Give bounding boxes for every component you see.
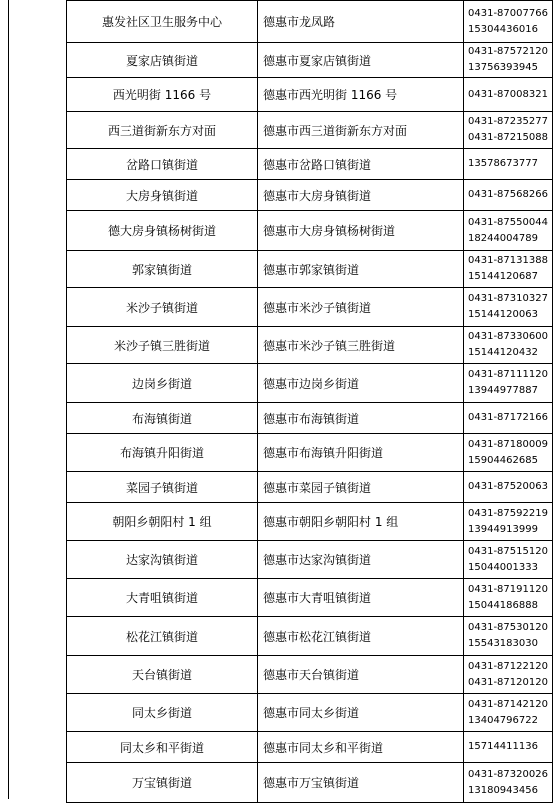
phone-number: 15144120063 <box>468 309 538 320</box>
table-row <box>67 617 553 656</box>
phone-number: 0431-87550044 <box>468 216 548 228</box>
phone-number: 0431-87131388 <box>468 255 548 266</box>
table-row <box>67 656 553 694</box>
phone-number: 15144120687 <box>468 271 538 282</box>
phone-number: 18244004789 <box>468 232 538 244</box>
clinic-address-cell: 德惠市同太乡和平街道 <box>258 732 464 763</box>
phone-number: 0431-87235277 <box>468 116 548 127</box>
clinic-name-cell: 大青咀镇街道 <box>67 579 258 617</box>
clinic-phone-cell <box>464 1 553 43</box>
clinic-address-cell: 德惠市大房身镇杨树街道 <box>258 211 464 251</box>
clinic-phone-cell <box>464 251 553 288</box>
table-row <box>67 43 553 78</box>
table-row <box>67 403 553 434</box>
table-row <box>67 211 553 251</box>
clinic-address-cell: 德惠市松花江镇街道 <box>258 617 464 656</box>
clinic-address-cell: 德惠市西三道街新东方对面 <box>258 112 464 149</box>
phone-number: 13944977887 <box>468 385 538 396</box>
clinic-name-cell: 大房身镇街道 <box>67 180 258 211</box>
left-border-line <box>8 0 9 799</box>
table-row <box>67 180 553 211</box>
phone-number: 15044001333 <box>468 561 538 573</box>
clinic-address-cell: 德惠市米沙子镇三胜街道 <box>258 327 464 364</box>
phone-number: 0431-87007766 <box>468 7 548 19</box>
clinic-address-cell: 德惠市同太乡街道 <box>258 694 464 732</box>
table-row <box>67 112 553 149</box>
table-row <box>67 763 553 803</box>
clinic-name-cell: 西光明街 1166 号 <box>67 78 258 112</box>
phone-number: 0431-87142120 <box>468 698 548 710</box>
clinic-phone-cell <box>464 617 553 656</box>
clinic-address-cell: 德惠市布海镇升阳街道 <box>258 434 464 472</box>
clinic-address-cell: 德惠市天台镇街道 <box>258 656 464 694</box>
clinic-address-cell: 德惠市夏家店镇街道 <box>258 43 464 78</box>
phone-number: 0431-87520063 <box>468 481 548 492</box>
table-row <box>67 251 553 288</box>
clinic-phone-cell <box>464 364 553 403</box>
clinic-phone-cell <box>464 403 553 434</box>
clinic-name-cell: 松花江镇街道 <box>67 617 258 656</box>
clinic-phone-cell <box>464 211 553 251</box>
clinic-name-cell: 郭家镇街道 <box>67 251 258 288</box>
clinic-name-cell: 菜园子镇街道 <box>67 472 258 503</box>
clinic-name-cell: 布海镇升阳街道 <box>67 434 258 472</box>
phone-number: 0431-87122120 <box>468 660 548 672</box>
clinic-address-cell: 德惠市布海镇街道 <box>258 403 464 434</box>
clinic-name-cell: 朝阳乡朝阳村 1 组 <box>67 503 258 541</box>
clinic-name-cell: 边岗乡街道 <box>67 364 258 403</box>
clinic-phone-cell <box>464 656 553 694</box>
phone-number: 15044186888 <box>468 599 538 611</box>
phone-number: 0431-87172166 <box>468 412 548 423</box>
clinic-name-cell: 惠发社区卫生服务中心 <box>67 1 258 43</box>
table-row <box>67 694 553 732</box>
clinic-address-cell: 德惠市米沙子镇街道 <box>258 288 464 327</box>
clinic-phone-cell <box>464 112 553 149</box>
clinic-address-cell: 德惠市万宝镇街道 <box>258 763 464 803</box>
phone-number: 0431-87008321 <box>468 88 548 100</box>
phone-number: 15304436016 <box>468 23 538 35</box>
clinic-address-cell: 德惠市达家沟镇街道 <box>258 541 464 579</box>
phone-number: 0431-87530120 <box>468 622 548 633</box>
phone-number: 13404796722 <box>468 714 538 726</box>
phone-number: 0431-87191120 <box>468 583 548 595</box>
clinic-phone-cell <box>464 78 553 112</box>
clinic-phone-cell <box>464 763 553 803</box>
table-row <box>67 149 553 180</box>
clinic-phone-cell <box>464 472 553 503</box>
clinic-address-cell: 德惠市菜园子镇街道 <box>258 472 464 503</box>
clinic-address-cell: 德惠市西光明街 1166 号 <box>258 78 464 112</box>
table-row <box>67 472 553 503</box>
clinic-name-cell: 德大房身镇杨树街道 <box>67 211 258 251</box>
clinic-table <box>66 0 553 803</box>
table-row <box>67 327 553 364</box>
phone-number: 13944913999 <box>468 523 538 535</box>
table-row <box>67 78 553 112</box>
phone-number: 0431-87215088 <box>468 132 548 143</box>
clinic-name-cell: 岔路口镇街道 <box>67 149 258 180</box>
phone-number: 0431-87592219 <box>468 507 548 519</box>
phone-number: 0431-87320026 <box>468 768 548 780</box>
clinic-name-cell: 布海镇街道 <box>67 403 258 434</box>
clinic-phone-cell <box>464 434 553 472</box>
clinic-phone-cell <box>464 288 553 327</box>
clinic-name-cell: 同太乡街道 <box>67 694 258 732</box>
phone-number: 15904462685 <box>468 454 538 466</box>
phone-number: 15714411136 <box>468 741 538 752</box>
clinic-phone-cell <box>464 694 553 732</box>
clinic-phone-cell <box>464 579 553 617</box>
clinic-phone-cell <box>464 149 553 180</box>
table-row <box>67 1 553 43</box>
table-row <box>67 541 553 579</box>
clinic-name-cell: 西三道街新东方对面 <box>67 112 258 149</box>
clinic-name-cell: 达家沟镇街道 <box>67 541 258 579</box>
clinic-address-cell: 德惠市朝阳乡朝阳村 1 组 <box>258 503 464 541</box>
clinic-phone-cell <box>464 503 553 541</box>
clinic-address-cell: 德惠市郭家镇街道 <box>258 251 464 288</box>
clinic-address-cell: 德惠市大青咀镇街道 <box>258 579 464 617</box>
phone-number: 0431-87568266 <box>468 189 548 200</box>
phone-number: 0431-87120120 <box>468 676 548 688</box>
clinic-address-cell: 德惠市大房身镇街道 <box>258 180 464 211</box>
clinic-phone-cell <box>464 327 553 364</box>
clinic-name-cell: 同太乡和平街道 <box>67 732 258 763</box>
phone-number: 0431-87572120 <box>468 46 548 57</box>
table-row <box>67 579 553 617</box>
clinic-name-cell: 米沙子镇三胜街道 <box>67 327 258 364</box>
clinic-name-cell: 米沙子镇街道 <box>67 288 258 327</box>
clinic-phone-cell <box>464 180 553 211</box>
clinic-phone-cell <box>464 732 553 763</box>
phone-number: 13180943456 <box>468 784 538 796</box>
table-row <box>67 732 553 763</box>
clinic-address-cell: 德惠市龙凤路 <box>258 1 464 43</box>
phone-number: 13756393945 <box>468 62 538 73</box>
phone-number: 15543183030 <box>468 638 538 649</box>
phone-number: 0431-87330600 <box>468 331 548 342</box>
clinic-address-cell: 德惠市边岗乡街道 <box>258 364 464 403</box>
table-row <box>67 288 553 327</box>
phone-number: 15144120432 <box>468 347 538 358</box>
phone-number: 0431-87310327 <box>468 293 548 304</box>
table-row <box>67 503 553 541</box>
phone-number: 13578673777 <box>468 158 538 169</box>
clinic-phone-cell <box>464 43 553 78</box>
clinic-name-cell: 天台镇街道 <box>67 656 258 694</box>
clinic-name-cell: 夏家店镇街道 <box>67 43 258 78</box>
phone-number: 0431-87180009 <box>468 438 548 450</box>
clinic-table-body <box>67 1 553 803</box>
table-row <box>67 434 553 472</box>
table-row <box>67 364 553 403</box>
clinic-address-cell: 德惠市岔路口镇街道 <box>258 149 464 180</box>
phone-number: 0431-87111120 <box>468 369 548 380</box>
phone-number: 0431-87515120 <box>468 545 548 557</box>
clinic-phone-cell <box>464 541 553 579</box>
clinic-name-cell: 万宝镇街道 <box>67 763 258 803</box>
